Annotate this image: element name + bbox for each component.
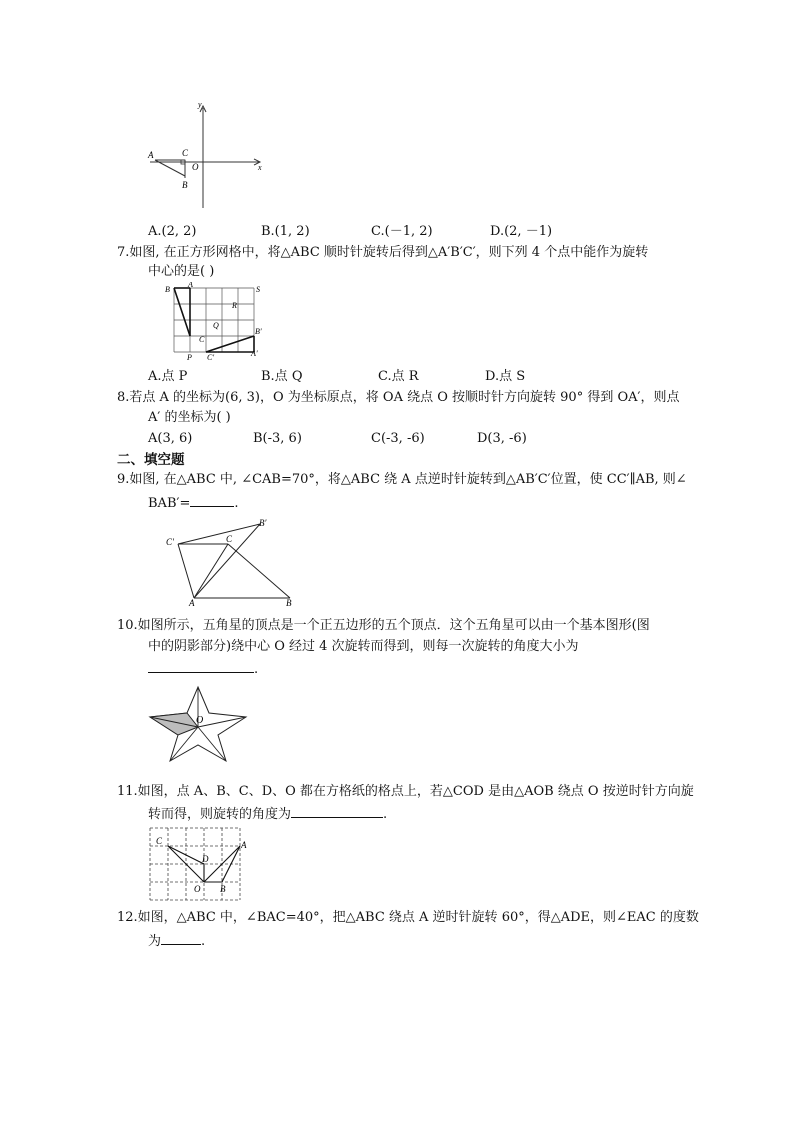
q12-text-line1: 12.如图，△ABC 中，∠BAC=40°，把△ABC 绕点 A 逆时针旋转 60°，得△ADE，则∠EAC 的度数 — [117, 910, 699, 925]
q7-option-d: D.点 S — [485, 369, 526, 384]
q9-text-line1: 9.如图, 在△ABC 中, ∠CAB=70°，将△ABC 绕 A 点逆时针旋转到△AB′C′位置，使 CC′∥AB, 则∠ — [117, 472, 687, 487]
q6-option-c: C.(－1, 2) — [371, 224, 433, 239]
point-a-label: A — [148, 150, 154, 160]
q8-option-d: D(3, -6) — [477, 431, 527, 446]
fig9-label-c-prime: C′ — [166, 537, 174, 547]
grid-label-a-prime: A′ — [251, 349, 258, 358]
fig11-label-c: C — [156, 836, 163, 846]
q7-option-a: A.点 P — [148, 369, 188, 384]
q7-option-c: C.点 R — [378, 369, 419, 384]
q11-line2-text: 转而得，则旋转的角度为 — [148, 807, 292, 822]
fig11-label-a: A — [241, 840, 247, 850]
grid-label-c-prime: C′ — [207, 353, 215, 362]
q12-line2-end: . — [201, 934, 206, 949]
q9-line2-end: . — [234, 496, 239, 511]
fig9-label-a: A — [189, 598, 195, 608]
grid-label-q: Q — [213, 321, 219, 330]
q8-option-a: A(3, 6) — [148, 431, 193, 446]
fig11-label-o: O — [194, 884, 201, 894]
fig9-label-c: C — [226, 534, 233, 544]
q11-text-line2 — [148, 805, 387, 823]
point-b-label: B — [182, 180, 188, 190]
q8-option-c: C(-3, -6) — [371, 431, 425, 446]
q7-text-line2: 中心的是( ) — [148, 264, 215, 279]
fig11-label-d: D — [202, 854, 209, 864]
grid-label-a: A — [188, 282, 193, 289]
star-figure — [146, 683, 250, 763]
star-center-label: O — [196, 715, 204, 726]
triangle-rotation-figure — [162, 514, 302, 610]
section-title: 二、填空题 — [117, 452, 185, 468]
q6-option-a: A.(2, 2) — [148, 224, 197, 239]
grid-label-b: B — [165, 285, 170, 294]
x-axis-label: x — [258, 163, 262, 172]
q10-text-line1: 10.如图所示，五角星的顶点是一个正五边形的五个顶点．这个五角星可以由一个基本图形(图 — [117, 618, 650, 633]
q9-line2-text: BAB′= — [148, 496, 191, 511]
q8-text-line2: A′ 的坐标为( ) — [148, 410, 231, 425]
grid-label-c: C — [199, 335, 205, 344]
q10-answer-blank[interactable] — [148, 660, 254, 673]
q11-answer-blank[interactable] — [291, 805, 383, 818]
y-axis-label: y — [198, 100, 202, 109]
q11-line2-end: . — [383, 807, 388, 822]
grid-label-s: S — [256, 285, 260, 294]
q10-line3-end: . — [254, 662, 259, 677]
q7-text-line1: 7.如图, 在正方形网格中，将△ABC 顺时针旋转后得到△A′B′C′，则下列 4 个点中能作为旋转 — [117, 245, 649, 260]
q9-text-line2 — [148, 494, 238, 512]
q11-text-line1: 11.如图，点 A、B、C、D、O 都在方格纸的格点上，若△COD 是由△AOB 绕点 O 按逆时针方向旋 — [117, 784, 694, 799]
q12-answer-blank[interactable] — [161, 932, 201, 945]
fig9-label-b-prime: B′ — [259, 518, 267, 528]
q8-option-b: B(-3, 6) — [253, 431, 302, 446]
grid-label-r: R — [232, 301, 237, 310]
q6-option-b: B.(1, 2) — [261, 224, 310, 239]
q10-text-line3 — [148, 660, 258, 678]
dashed-grid-figure — [146, 826, 256, 904]
q8-text-line1: 8.若点 A 的坐标为(6, 3)，O 为坐标原点，将 OA 绕点 O 按顺时针方向旋转 90° 得到 OA′，则点 — [117, 390, 680, 405]
fig11-label-b: B — [220, 884, 226, 894]
fig9-label-b: B — [286, 598, 292, 608]
grid-label-b-prime: B′ — [255, 327, 262, 336]
q9-answer-blank[interactable] — [190, 494, 234, 507]
grid-figure — [162, 282, 272, 364]
grid-label-p: P — [187, 353, 192, 362]
q10-text-line2: 中的阴影部分)绕中心 O 经过 4 次旋转而得到，则每一次旋转的角度大小为 — [148, 639, 579, 654]
point-c-label: C — [182, 148, 189, 158]
q12-line2-text: 为 — [148, 934, 162, 949]
q12-text-line2 — [148, 932, 205, 950]
q6-option-d: D.(2, －1) — [490, 224, 553, 239]
coordinate-figure — [140, 98, 270, 213]
q7-option-b: B.点 Q — [261, 369, 303, 384]
origin-label: O — [192, 162, 199, 172]
